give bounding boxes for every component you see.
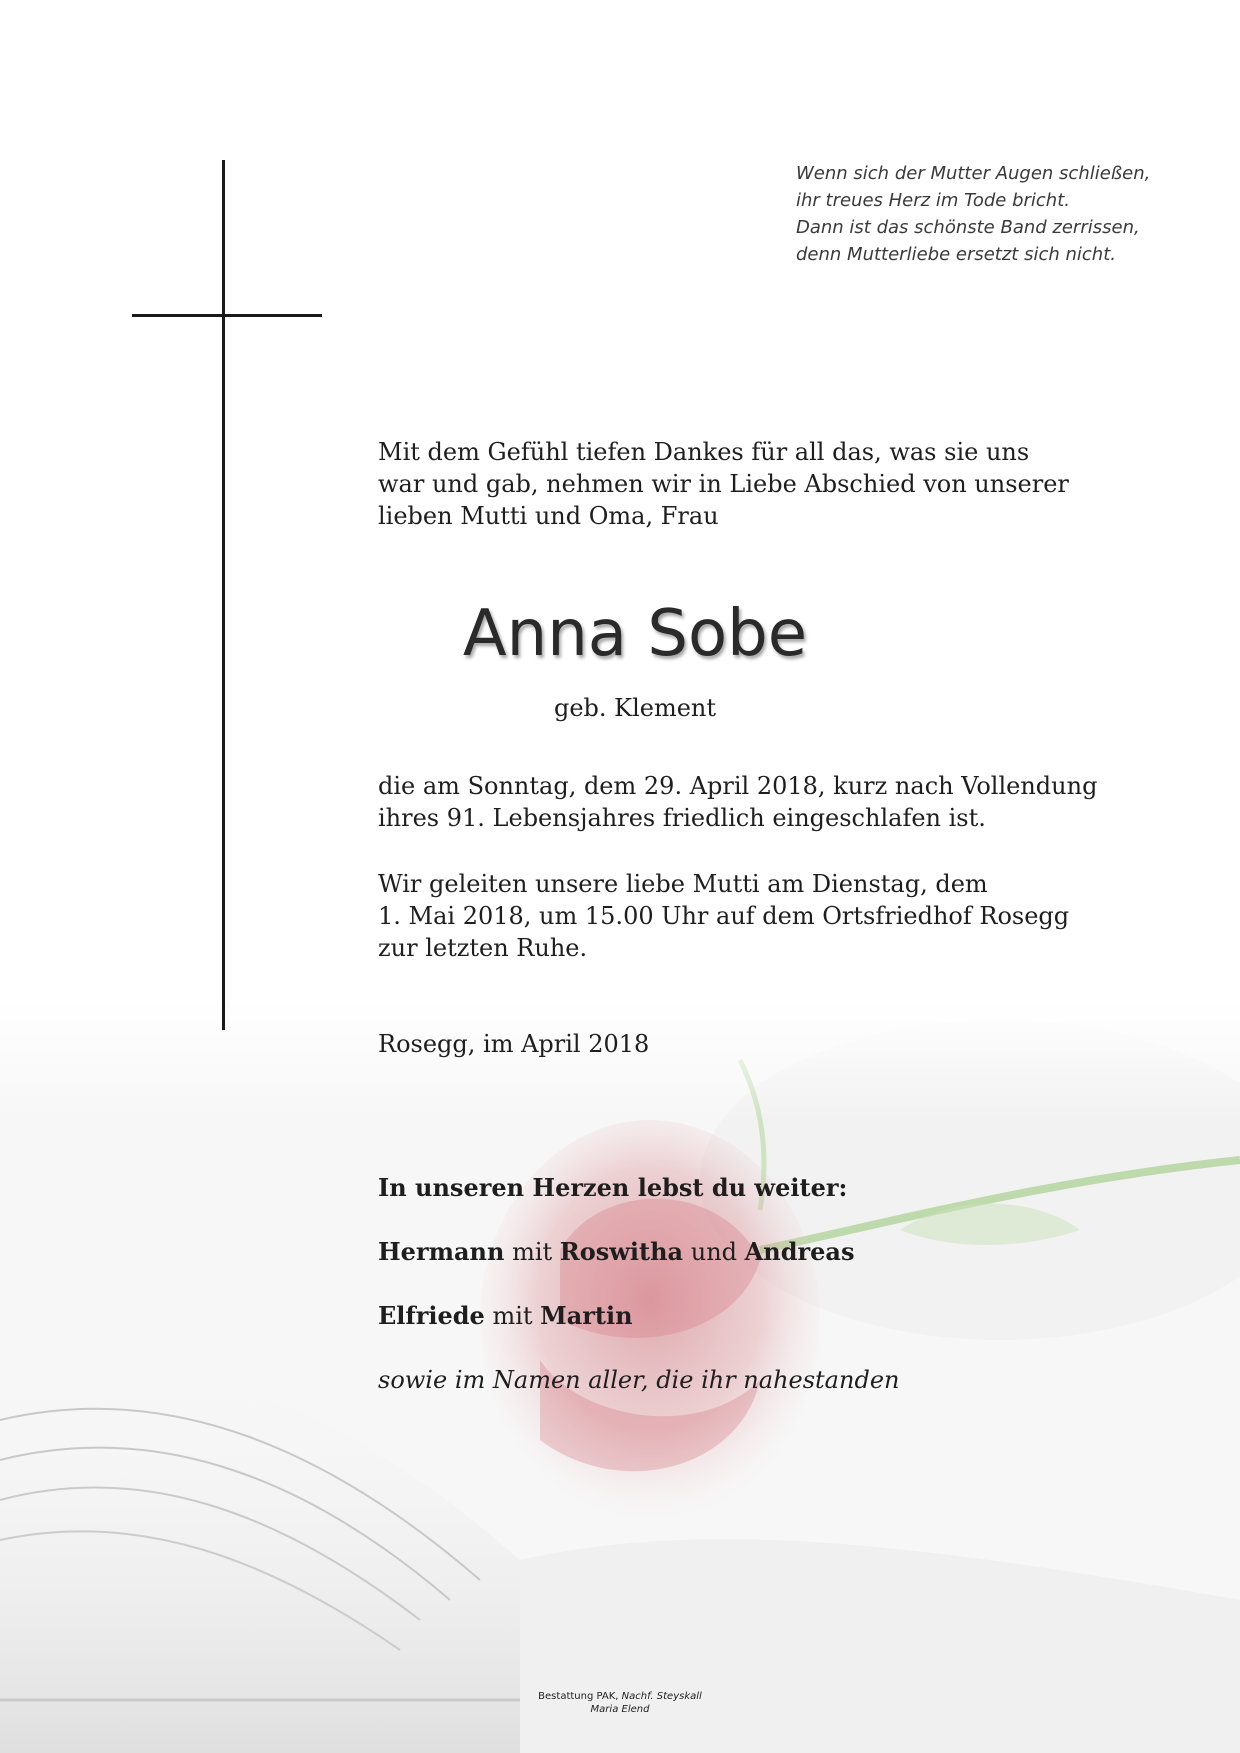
- bereaved-name: Hermann: [378, 1237, 505, 1266]
- bereaved-name: Roswitha: [559, 1237, 684, 1266]
- poem: [796, 160, 1150, 268]
- death-notice-line: die am Sonntag, dem 29. April 2018, kurz nach Vollendung: [378, 772, 1098, 800]
- poem-line: Dann ist das schönste Band zerrissen,: [796, 217, 1140, 238]
- bereaved-separator: mit: [504, 1238, 560, 1266]
- bereaved-name: Elfriede: [378, 1301, 485, 1330]
- cross-horizontal-bar: [132, 314, 322, 317]
- funeral-notice-line: 1. Mai 2018, um 15.00 Uhr auf dem Ortsfriedhof Rosegg: [378, 902, 1070, 930]
- maiden-name: geb. Klement: [553, 694, 717, 722]
- funeral-notice: [378, 868, 1069, 964]
- bereaved-heading: In unseren Herzen lebst du weiter:: [378, 1173, 848, 1202]
- deceased-name: Anna Sobe: [462, 597, 808, 671]
- poem-line: denn Mutterliebe ersetzt sich nicht.: [796, 244, 1116, 265]
- undertaker-credit: [0, 1690, 1240, 1716]
- funeral-notice-line: zur letzten Ruhe.: [378, 934, 588, 962]
- intro-line: Mit dem Gefühl tiefen Dankes für all das, was sie uns: [378, 438, 1030, 466]
- intro-paragraph: [378, 436, 1069, 532]
- death-notice: [378, 770, 1097, 834]
- undertaker-successor: Nachf. Steyskall: [621, 1691, 702, 1702]
- undertaker-location: Maria Elend: [590, 1704, 650, 1715]
- place-and-date: Rosegg, im April 2018: [378, 1030, 650, 1058]
- undertaker-name: Bestattung PAK,: [538, 1691, 622, 1702]
- bereaved-family-line: [378, 1236, 854, 1268]
- intro-line: war und gab, nehmen wir in Liebe Abschied von unserer: [378, 470, 1069, 498]
- bereaved-closing: sowie im Namen aller, die ihr nahestanden: [378, 1366, 900, 1394]
- funeral-notice-line: Wir geleiten unsere liebe Mutti am Dienstag, dem: [378, 870, 988, 898]
- poem-line: Wenn sich der Mutter Augen schließen,: [796, 163, 1151, 184]
- bereaved-name: Andreas: [744, 1237, 855, 1266]
- intro-line: lieben Mutti und Oma, Frau: [378, 502, 719, 530]
- bereaved-name: Martin: [540, 1301, 633, 1330]
- bereaved-separator: und: [683, 1238, 745, 1266]
- poem-line: ihr treues Herz im Tode bricht.: [796, 190, 1070, 211]
- death-notice-line: ihres 91. Lebensjahres friedlich eingeschlafen ist.: [378, 804, 986, 832]
- bereaved-separator: mit: [484, 1302, 541, 1330]
- bereaved-family-line: [378, 1300, 633, 1332]
